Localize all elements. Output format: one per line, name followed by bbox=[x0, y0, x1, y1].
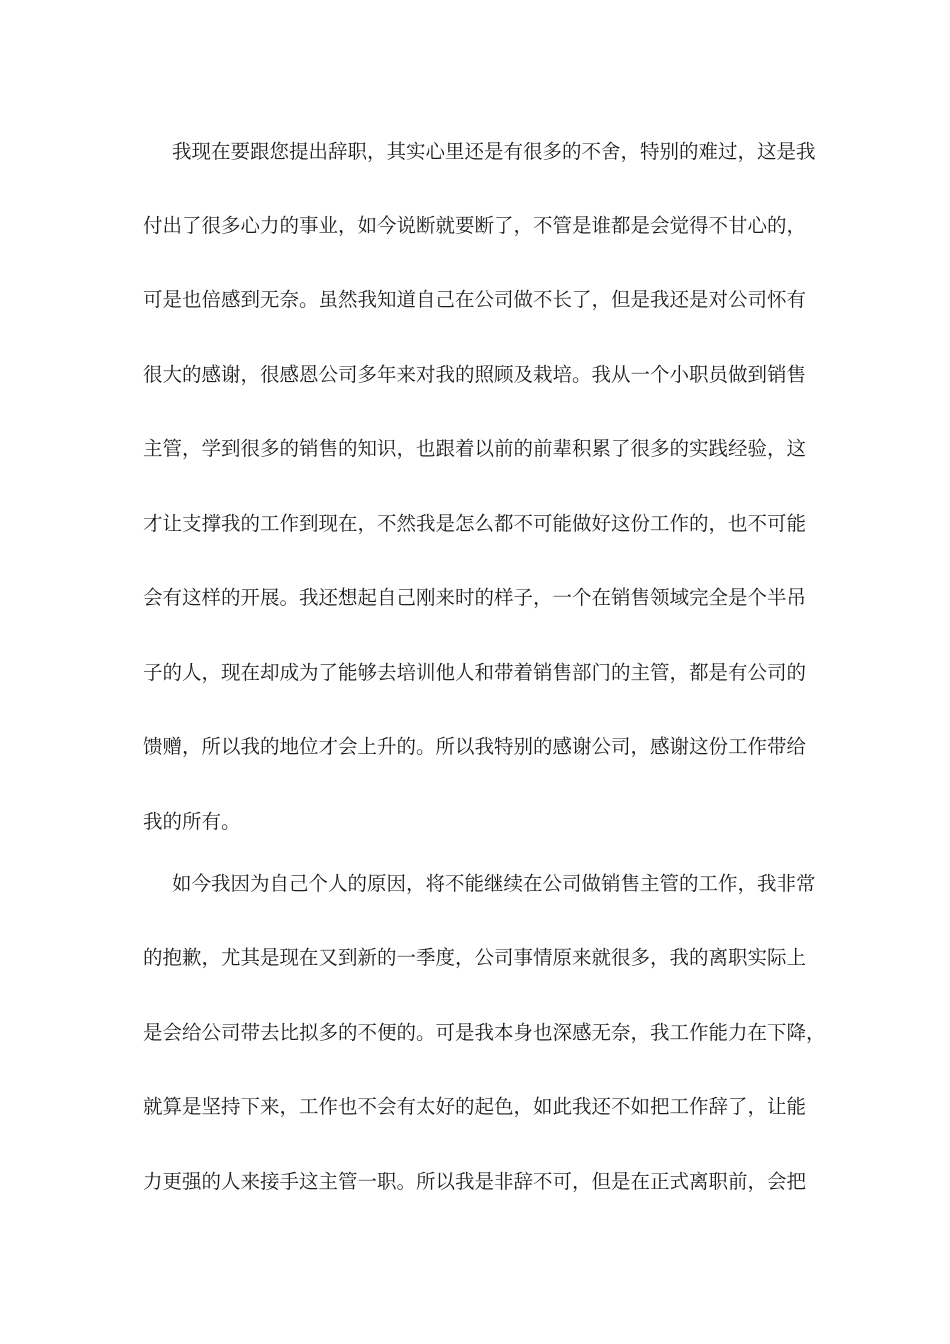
paragraph-line: 才让支撑我的工作到现在，不然我是怎么都不可能做好这份工作的，也不可能 bbox=[143, 512, 807, 535]
paragraph-line: 如今我因为自己个人的原因，将不能继续在公司做销售主管的工作，我非常 bbox=[172, 872, 816, 895]
paragraph-line: 主管，学到很多的销售的知识，也跟着以前的前辈积累了很多的实践经验，这 bbox=[143, 437, 807, 460]
paragraph-line: 是会给公司带去比拟多的不便的。可是我本身也深感无奈，我工作能力在下降， bbox=[143, 1021, 826, 1044]
paragraph-line: 的抱歉，尤其是现在又到新的一季度，公司事情原来就很多，我的离职实际上 bbox=[143, 946, 807, 969]
paragraph-line: 力更强的人来接手这主管一职。所以我是非辞不可，但是在正式离职前，会把 bbox=[143, 1170, 807, 1193]
paragraph-line: 我的所有。 bbox=[143, 810, 241, 833]
paragraph-line: 馈赠，所以我的地位才会上升的。所以我特别的感谢公司，感谢这份工作带给 bbox=[143, 735, 807, 758]
paragraph-line: 很大的感谢，很感恩公司多年来对我的照顾及栽培。我从一个小职员做到销售 bbox=[143, 363, 807, 386]
paragraph-line: 我现在要跟您提出辞职，其实心里还是有很多的不舍，特别的难过，这是我 bbox=[172, 140, 816, 163]
paragraph-line: 可是也倍感到无奈。虽然我知道自己在公司做不长了，但是我还是对公司怀有 bbox=[143, 288, 807, 311]
paragraph-line: 子的人，现在却成为了能够去培训他人和带着销售部门的主管，都是有公司的 bbox=[143, 661, 807, 684]
paragraph-line: 会有这样的开展。我还想起自己刚来时的样子，一个在销售领域完全是个半吊 bbox=[143, 586, 807, 609]
paragraph-line: 付出了很多心力的事业，如今说断就要断了，不管是谁都是会觉得不甘心的， bbox=[143, 214, 807, 237]
paragraph-line: 就算是坚持下来，工作也不会有太好的起色，如此我还不如把工作辞了，让能 bbox=[143, 1095, 807, 1118]
